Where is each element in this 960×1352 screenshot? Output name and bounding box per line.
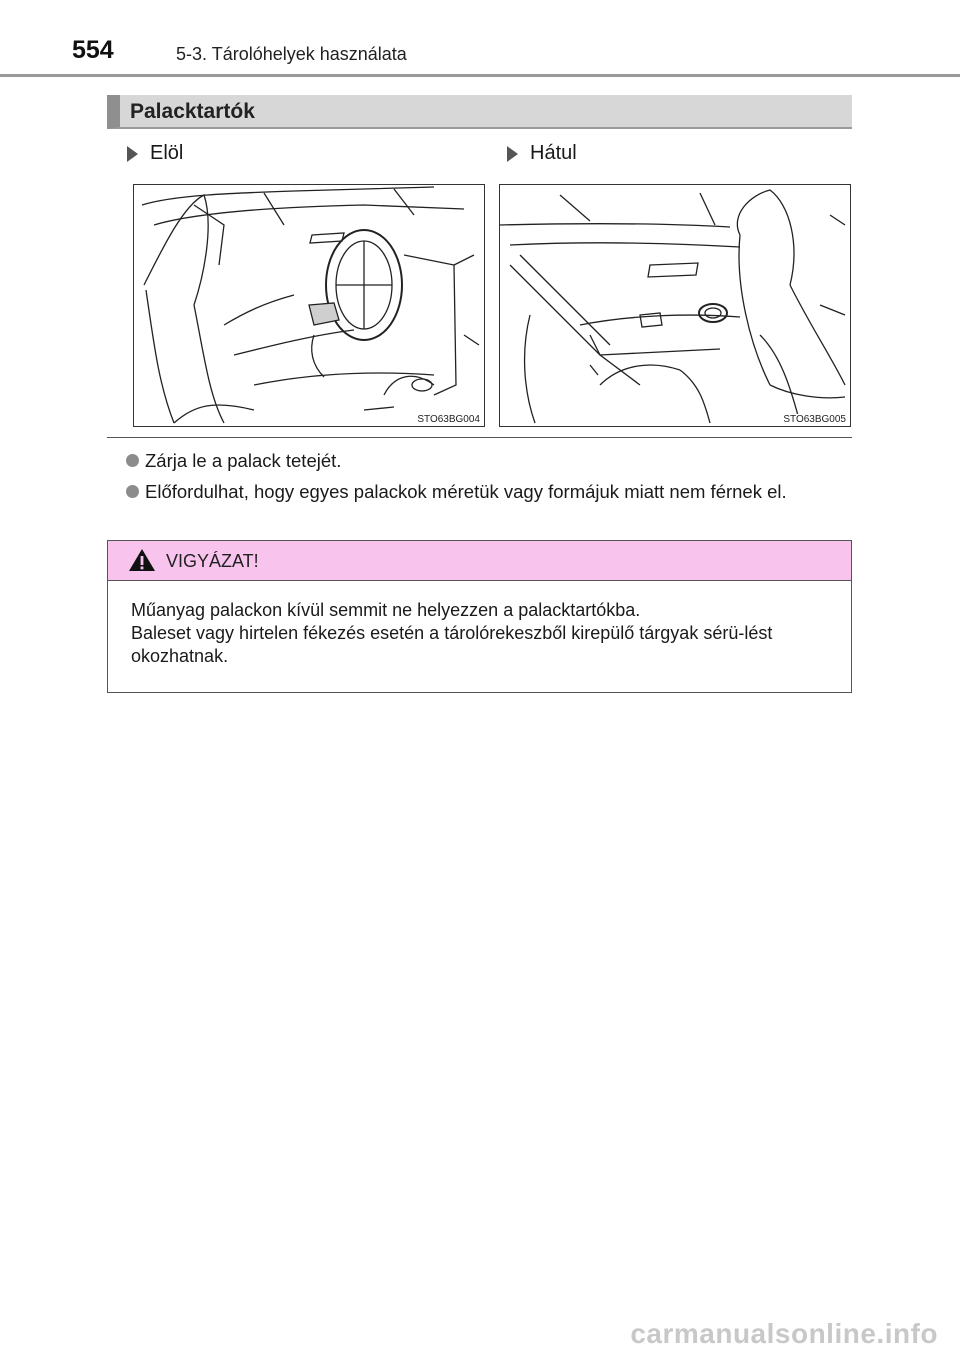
list-item-text: Előfordulhat, hogy egyes palackok méretük vagy formájuk miatt nem férnek el. <box>145 481 787 502</box>
header-divider <box>0 74 960 77</box>
bullet-dot-icon <box>126 485 139 498</box>
warning-title: VIGYÁZAT! <box>166 551 259 571</box>
rear-interior-drawing <box>500 185 850 426</box>
figure-code: STO63BG004 <box>417 414 480 425</box>
triangle-marker-icon <box>127 146 138 162</box>
warning-triangle-icon <box>128 548 156 572</box>
page-number: 554 <box>72 36 114 64</box>
section-title: Palacktartók <box>130 100 255 123</box>
triangle-marker-icon <box>507 146 518 162</box>
warning-body <box>131 599 821 668</box>
figure-label-text: Elöl <box>150 142 184 164</box>
figure-label-rear <box>507 142 577 165</box>
list-item <box>126 479 854 504</box>
front-interior-drawing <box>134 185 484 426</box>
figure-code: STO63BG005 <box>783 414 846 425</box>
bullet-dot-icon <box>126 454 139 467</box>
list-item <box>126 448 854 473</box>
rear-cupholder-illustration <box>499 184 851 427</box>
note-list <box>126 448 854 510</box>
page-header <box>0 0 960 78</box>
list-item-text: Zárja le a palack tetejét. <box>145 450 342 471</box>
figure-divider <box>107 437 852 438</box>
figure-label-text: Hátul <box>530 142 577 164</box>
warning-box <box>107 540 852 693</box>
front-cupholder-illustration <box>133 184 485 427</box>
warning-header <box>108 541 851 581</box>
chapter-title: 5-3. Tárolóhelyek használata <box>176 44 407 64</box>
section-heading-bar <box>107 95 852 129</box>
warning-line: Baleset vagy hirtelen fékezés esetén a tárolórekeszből kirepülő tárgyak sérü-lést okozhatnak. <box>131 623 773 666</box>
figure-label-front <box>127 142 183 165</box>
watermark: carmanualsonline.info <box>630 1318 938 1349</box>
warning-line: Műanyag palackon kívül semmit ne helyezzen a palacktartókba. <box>131 600 641 620</box>
